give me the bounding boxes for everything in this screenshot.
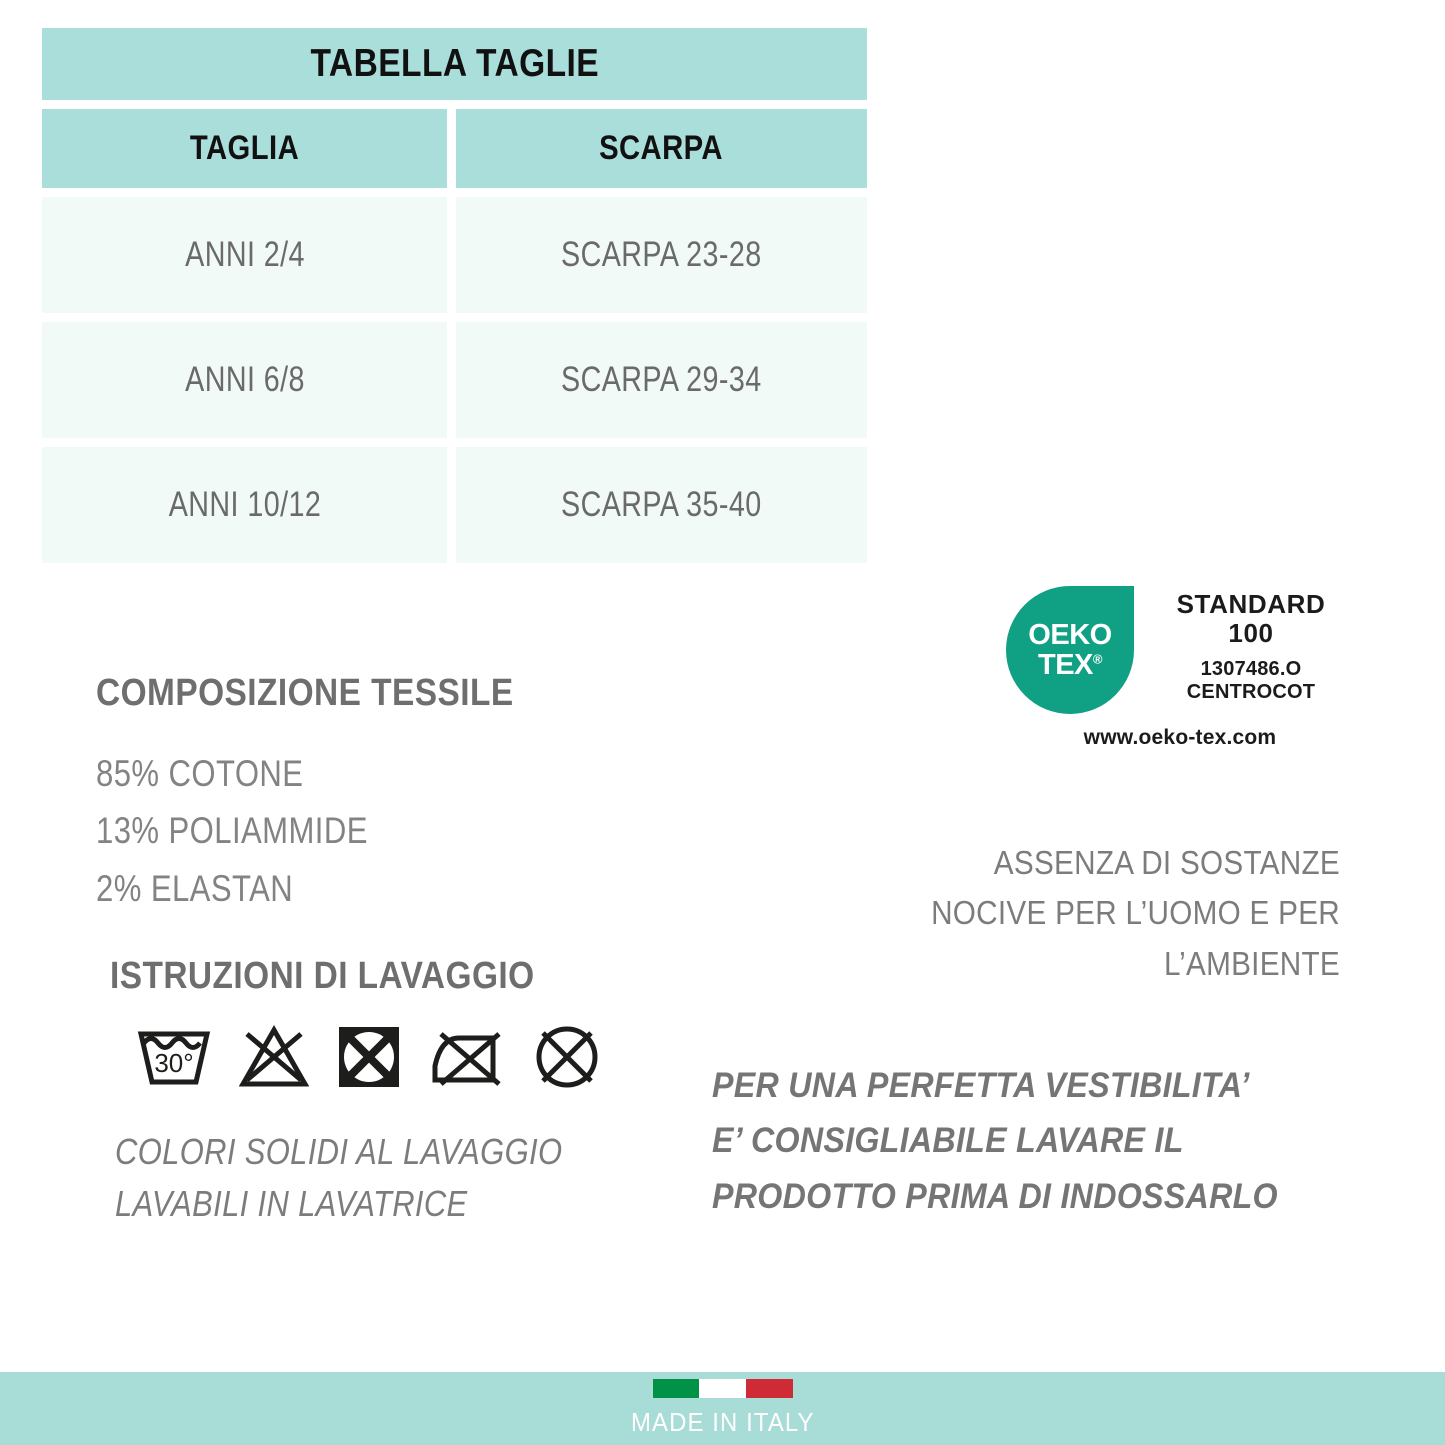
advice-line: E’ CONSIGLIABILE LAVARE IL (712, 1121, 1184, 1161)
textile-composition-section (96, 672, 696, 917)
table-cell-scarpa (456, 322, 867, 438)
oeko-tex-mark-line2 (1038, 650, 1102, 680)
table-cell-scarpa (456, 197, 867, 313)
table-cell-value: SCARPA 29-34 (561, 360, 762, 399)
table-row (42, 197, 867, 313)
do-not-iron-icon (429, 1024, 507, 1090)
oeko-tex-details (1134, 586, 1354, 705)
washing-heading: ISTRUZIONI DI LAVAGGIO (110, 955, 535, 997)
flag-stripe-white (699, 1379, 746, 1398)
oeko-tex-website: www.oeko-tex.com (1083, 726, 1277, 749)
registered-trademark-icon: ® (1092, 651, 1102, 667)
no-harm-line: NOCIVE PER L’UOMO E PER (931, 894, 1340, 932)
table-cell-taglia (42, 447, 447, 563)
list-item: 85% COTONE (96, 753, 304, 794)
table-cell-value: SCARPA 23-28 (561, 235, 762, 274)
oeko-tex-logo-row (1006, 586, 1354, 714)
table-cell-value: SCARPA 35-40 (561, 485, 762, 524)
list-item: 2% ELASTAN (96, 867, 294, 909)
table-cell-value: ANNI 2/4 (184, 235, 305, 274)
advice-line: PRODOTTO PRIMA DI INDOSSARLO (712, 1176, 1278, 1216)
oeko-tex-mark-text (1006, 586, 1134, 714)
do-not-dry-clean-icon (533, 1024, 601, 1090)
advice-line: PER UNA PERFETTA VESTIBILITA’ (712, 1066, 1250, 1105)
oeko-tex-droplet-icon (1006, 586, 1134, 714)
italian-flag-icon (653, 1379, 793, 1398)
composition-list (96, 745, 696, 917)
table-row (42, 447, 867, 563)
care-symbols-row (135, 1024, 730, 1090)
table-header-scarpa-label: SCARPA (599, 129, 724, 167)
table-header-scarpa (456, 109, 867, 188)
composition-heading: COMPOSIZIONE TESSILE (96, 672, 514, 714)
washing-note: COLORI SOLIDI AL LAVAGGIO (115, 1131, 563, 1172)
size-chart-title: TABELLA TAGLIE (310, 42, 599, 85)
oeko-tex-standard-line2: 100 (1228, 618, 1274, 649)
oeko-tex-certificate (1148, 658, 1354, 705)
size-chart-title-bar (42, 28, 867, 100)
flag-stripe-green (653, 1379, 700, 1398)
oeko-tex-certificate-number: 1307486.O (1200, 657, 1302, 680)
table-cell-taglia (42, 322, 447, 438)
washing-instructions-section (110, 955, 730, 1230)
table-cell-scarpa (456, 447, 867, 563)
made-in-italy-footer (0, 1372, 1445, 1445)
size-chart-table (42, 28, 867, 572)
washing-note: LAVABILI IN LAVATRICE (115, 1183, 468, 1225)
oeko-tex-mark-line1: OEKO (1028, 618, 1112, 651)
oeko-tex-certification (1006, 586, 1354, 750)
table-cell-value: ANNI 10/12 (168, 485, 321, 524)
no-harm-line: ASSENZA DI SOSTANZE (993, 844, 1340, 881)
oeko-tex-mark-line2-label: TEX (1038, 649, 1093, 681)
svg-text:30°: 30° (154, 1048, 194, 1078)
wash-30-icon (135, 1024, 213, 1090)
table-cell-value: ANNI 6/8 (184, 360, 305, 399)
no-harm-line: L’AMBIENTE (1163, 944, 1340, 982)
table-cell-taglia (42, 197, 447, 313)
table-header-taglia-label: TAGLIA (189, 129, 300, 167)
do-not-tumble-dry-icon (335, 1024, 403, 1090)
flag-stripe-red (746, 1379, 793, 1398)
table-header-row (42, 109, 867, 188)
list-item: 13% POLIAMMIDE (96, 810, 368, 852)
made-in-italy-label: MADE IN ITALY (630, 1407, 815, 1437)
oeko-tex-standard-line1: STANDARD (1176, 589, 1326, 619)
washing-advice-text (712, 1058, 1352, 1224)
table-row (42, 322, 867, 438)
no-harmful-substances-text (860, 838, 1340, 989)
washing-notes (115, 1126, 730, 1230)
do-not-bleach-icon (239, 1024, 309, 1090)
oeko-tex-institute: CENTROCOT (1186, 681, 1316, 704)
oeko-tex-standard (1148, 590, 1354, 649)
table-header-taglia (42, 109, 447, 188)
